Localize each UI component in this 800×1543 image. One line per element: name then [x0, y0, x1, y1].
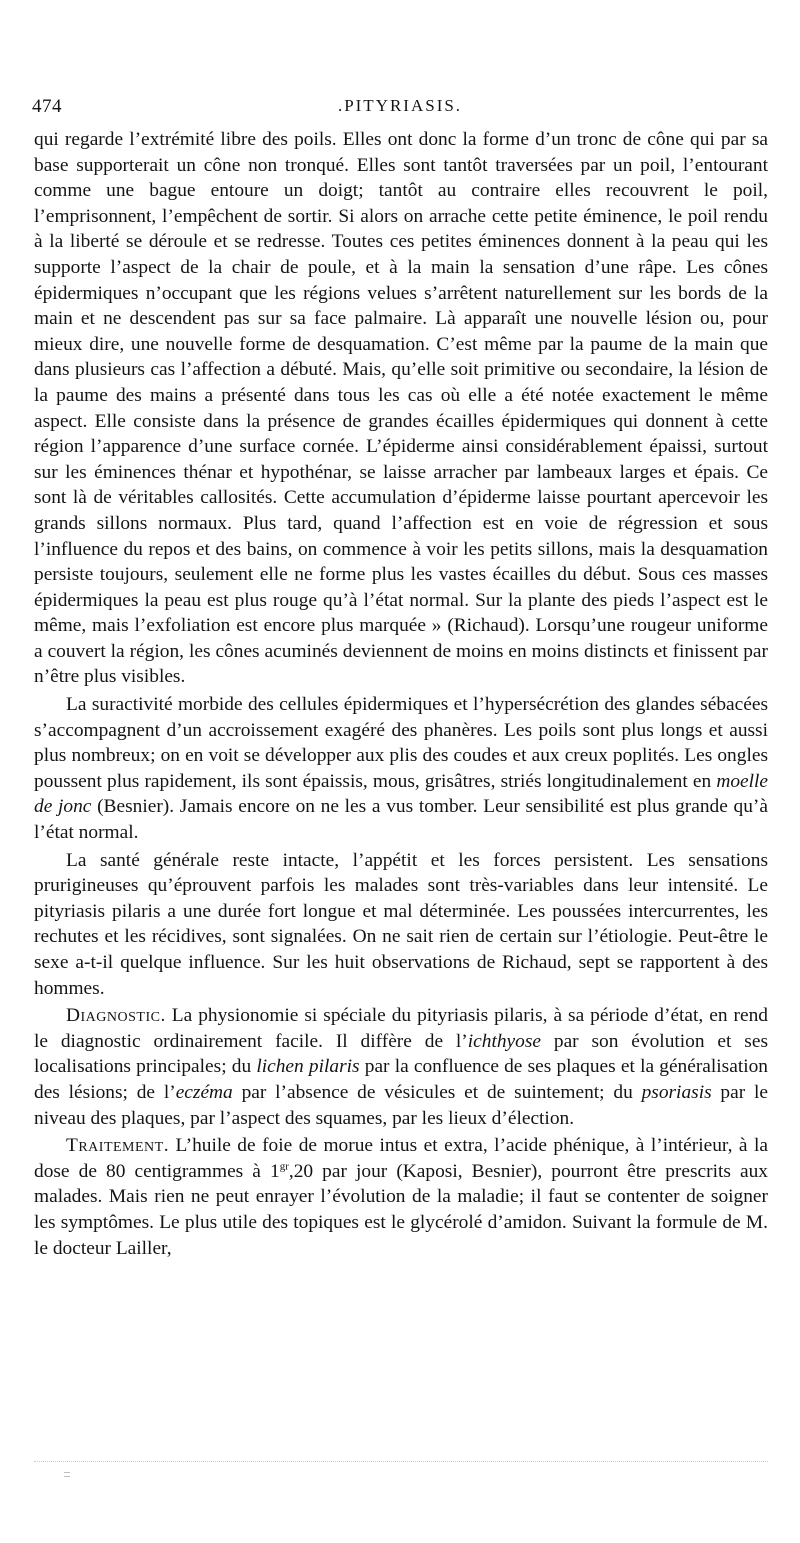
text-run: La physionomie si spéciale du pityriasis pilaris, à sa période d’état, en rend le diagnostic ordinairement facile. Il diffère de l’	[34, 1005, 768, 1052]
text-run: qui regarde l’extrémité libre des poils. Elles ont donc la forme d’un tronc de cône qui par sa base supporterait un cône non tronqué. Elles sont tantôt traversées par un poil, l’entourant comme une bague entoure un doigt; tantôt au contraire elles recouvrent le poil, l’emprisonnent, l’empêchent de sortir. Si alors on arrache cette petite éminence, le poil rendu à la liberté se déroule et se redresse. Toutes ces petites éminences donnent à la peau qui les supporte l’aspect de la chair de poule, et à la main la sensation d’une râpe. Les cônes épidermiques n’occupant que les régions velues s’arrêtent naturellement sur les bords de la main et ne descendent pas sur sa face palmaire. Là apparaît une nouvelle lésion ou, pour mieux dire, une nouvelle forme de desquamation. C’est même par la paume de la main que dans plusieurs cas l’affection a débuté. Mais, qu’elle soit primitive ou secondaire, la lésion de la paume des mains a présenté dans tous les cas où elle a été notée exactement le même aspect. Elle consiste dans la présence de grandes écailles épidermiques qui donnent à cette région l’apparence d’une surface cornée. L’épiderme ainsi considérablement épaissi, surtout sur les éminences thénar et hypothénar, se laisse arracher par lambeaux larges et épais. Ce sont là de véritables callosités. Cette accumulation d’épiderme laisse pourtant apercevoir les grands sillons normaux. Plus tard, quand l’affection est en voie de régression et sous l’influence du repos et des bains, on commence à voir les petits sillons, mais la desquamation persiste toujours, seulement elle ne forme plus les vastes écailles du début. Sous ces masses épidermiques la peau est plus rouge qu’à l’état normal. Sur la plante des pieds l’aspect est le même, mais l’exfoliation est encore plus marquée » (Richaud). Lorsqu’une rougeur uniforme a couvert la région, les cônes acuminés deviennent de moins en moins distincts et finissent par n’être plus visibles.	[34, 129, 768, 688]
text-run: L’huile de foie de morue intus et extra, l’acide phénique, à l’intérieur, à la dose de 80 centigrammes à 1	[34, 1135, 768, 1182]
paragraph-diagnostic	[34, 1003, 768, 1131]
section-heading: Traitement.	[66, 1135, 170, 1157]
paragraph-sante	[34, 848, 768, 1002]
text-run: par son évolution et ses localisations principales; du	[34, 1030, 768, 1078]
text-run: ,20 par jour (Kaposi, Besnier), pourront être prescrits aux malades. Mais rien ne peut enrayer l’évolution de la maladie; il faut se contenter de soigner les symptômes. Le plus utile des topiques est le glycérolé d’amidon. Suivant la formule de M. le docteur Lailler,	[34, 1160, 768, 1259]
text-run: par l’absence de vésicules et de suintement; du	[232, 1081, 642, 1103]
italic-term: ichthyose	[467, 1030, 541, 1052]
text-run: par la confluence de ses plaques et la généralisation des lésions; de l’	[34, 1056, 769, 1103]
italic-term: eczéma	[175, 1081, 233, 1103]
italic-term: moelle de jonc	[34, 770, 768, 818]
running-title: .PITYRIASIS.	[337, 96, 463, 115]
running-head	[32, 96, 768, 124]
page-number: 474	[32, 96, 62, 117]
text-run: La suractivité morbide des cellules épidermiques et l’hypersécrétion des glandes sébacées s’accompagnent d’un accroissement exagéré des phanères. Les poils sont plus longs et aussi plus nombreux; on en voit se développer aux plis des coudes et aux creux poplités. Les ongles poussent plus rapidement, ils sont épaissis, mous, grisâtres, striés longitudinalement en	[34, 694, 768, 792]
paragraph-continuation	[34, 127, 768, 690]
body-text	[34, 127, 768, 1261]
footer-printer-mark	[64, 1472, 72, 1482]
italic-term: lichen pilaris	[256, 1056, 360, 1078]
unit-superscript: gr	[279, 1160, 289, 1173]
paragraph-traitement	[34, 1133, 768, 1261]
italic-term: psoriasis	[641, 1081, 712, 1103]
text-run: par le niveau des plaques, par l’aspect des squames, par les lieux d’élection.	[34, 1081, 768, 1129]
section-heading: Diagnostic.	[66, 1005, 166, 1027]
text-run: La santé générale reste intacte, l’appétit et les forces persistent. Les sensations prurigineuses qu’éprouvent parfois les malades sont très-variables dans leur intensité. Le pityriasis pilaris a une durée fort longue et mal déterminée. Les poussées intercurrentes, les rechutes et les récidives, sont signalées. On ne sait rien de certain sur l’étiologie. Peut-être le sexe a-t-il quelque influence. Sur les huit observations de Richaud, sept se rapportent à des hommes.	[34, 849, 768, 999]
paragraph-suractivite	[34, 692, 768, 846]
footer-dotted-rule	[34, 1461, 768, 1462]
text-run: (Besnier). Jamais encore on ne les a vus tomber. Leur sensibilité est plus grande qu’à l’état normal.	[34, 796, 768, 844]
